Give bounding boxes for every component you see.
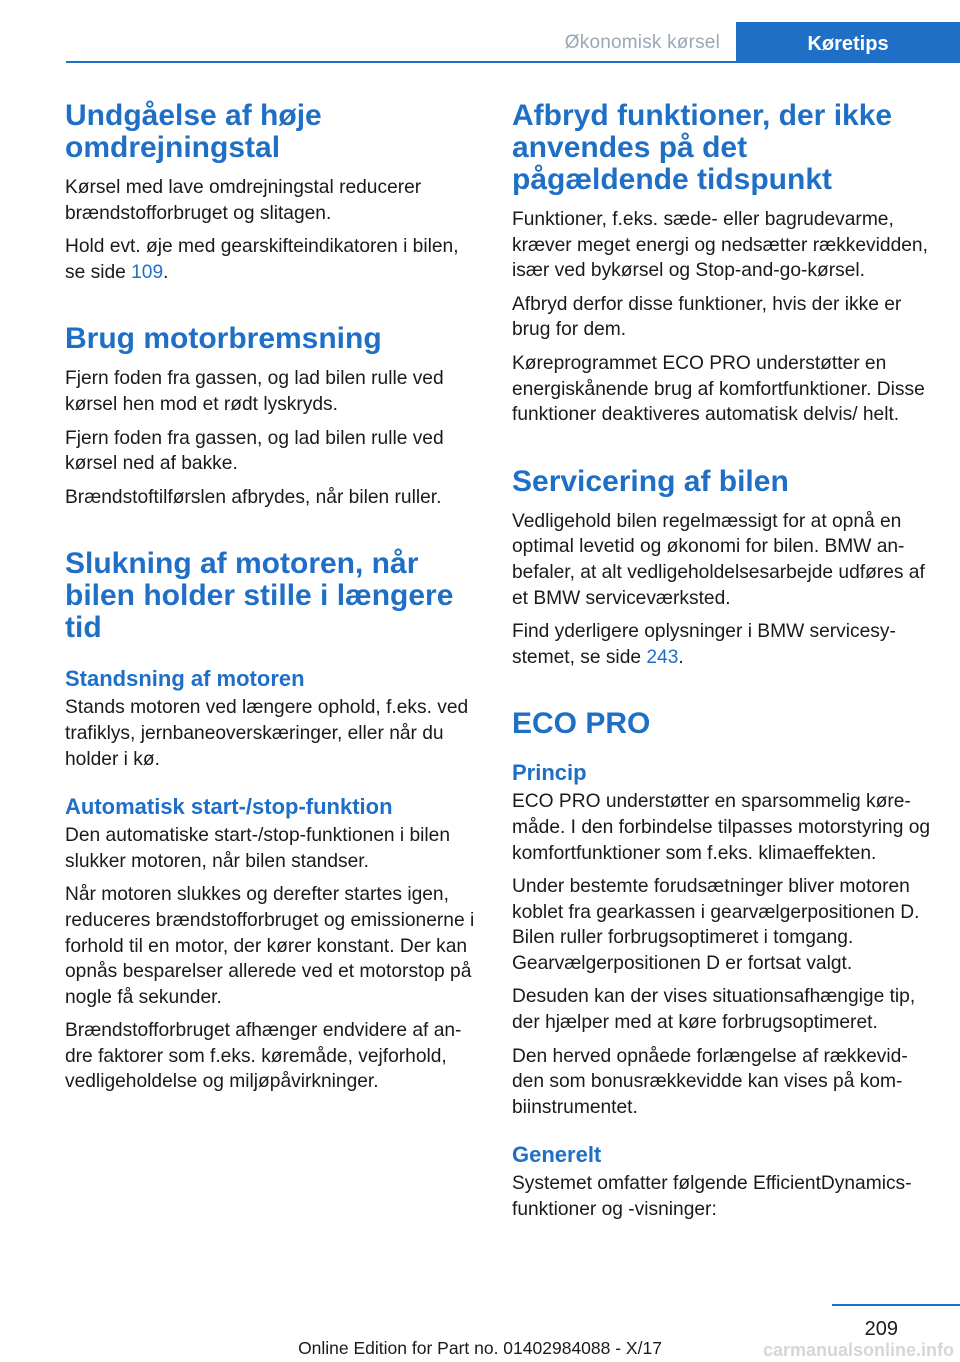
paragraph-text: . [163, 261, 169, 283]
paragraph: Den automatiske start-/stop-funktionen i bilen slukker motoren, når bilen standser. [65, 825, 451, 872]
paragraph: Stands motoren ved længere ophold, f.eks. ved trafiklys, jernbaneoverskæringer, eller når du holder i kø. [65, 697, 469, 770]
subheading-principle: Princip [512, 760, 587, 786]
paragraph: Desuden kan der vises situationsafhængige tip, der hjælper med at køre forbrugsoptimeret. [512, 986, 916, 1034]
heading-engine-off-when-stopped: Slukning af motoren, når bilen holder stille i længere tid [65, 547, 454, 645]
right-column [512, 100, 932, 1231]
footer-divider [832, 1304, 960, 1306]
heading-engine-braking: Brug motorbremsning [65, 322, 382, 356]
paragraph: Systemet omfatter følgende EfficientDynamics-funktioner og -visninger: [512, 1173, 912, 1221]
section-tab[interactable]: Økonomisk kørsel [564, 32, 720, 53]
subheading-auto-start-stop: Automatisk start-/stop-funktion [65, 794, 393, 820]
paragraph: Kørsel med lave omdrejningstal reducerer brændstofforbruget og slitagen. [65, 177, 422, 224]
paragraph: Vedligehold bilen regelmæssigt for at opnå en optimal levetid og økonomi for bilen. BMW anbefaler, at alt vedligeholdelsesarbejde udføres af et BMW serviceværksted. [512, 510, 925, 609]
paragraph [65, 234, 477, 285]
paragraph: Brændstoftilførslen afbrydes, når bilen ruller. [65, 486, 442, 508]
header-divider [66, 61, 960, 63]
subheading-stopping-engine: Standsning af motoren [65, 666, 305, 692]
paragraph: Afbryd derfor disse funktioner, hvis der ikke er brug for dem. [512, 293, 902, 341]
paragraph: Fjern foden fra gassen, og lad bilen rulle ved kørsel hen mod et rødt lyskryds. [65, 368, 444, 415]
paragraph: Under bestemte forudsætninger bliver motoren koblet fra gearkassen i gearvælgerpositionen D. Bilen ruller forbrugsoptimeret i tomgang. Gearvælgerpositionen D er fortsat valgt. [512, 876, 920, 974]
paragraph: Køreprogrammet ECO PRO understøtter en energiskånende brug af komfortfunktioner. Disse funktioner deaktiveres automatisk delvis/ helt. [512, 352, 925, 426]
paragraph: Når motoren slukkes og derefter startes igen, reduceres brændstofforbruget og emissionerne i forhold til en motor, der kører konstant. Der kan opnås besparelser allerede ved et motorstop på nogle få sekunder. [65, 884, 475, 1008]
subheading-general: Generelt [512, 1142, 602, 1168]
heading-disable-functions: Afbryd funktioner, der ikke anvendes på det pågældende tidspunkt [512, 99, 893, 196]
paragraph: Den herved opnåede forlængelse af rækkevidden som bonusrækkevidde kan vises på kombiinstrumentet. [512, 1045, 908, 1118]
heading-servicing: Servicering af bilen [512, 464, 789, 498]
chapter-tab[interactable]: Køretips [736, 22, 960, 62]
paragraph: Funktioner, f.eks. sæde- eller bagrudevarme, kræver meget energi og nedsætter rækkevidden, især ved bykørsel og Stop-and-go-kørsel. [512, 209, 928, 282]
page-number: 209 [864, 1318, 898, 1340]
paragraph: Fjern foden fra gassen, og lad bilen rulle ved kørsel ned af bakke. [65, 427, 444, 475]
page-link-243[interactable]: 243 [646, 646, 679, 668]
paragraph [512, 619, 932, 670]
paragraph-text: Find yderligere oplysninger i BMW servicesystemet, se side [512, 621, 896, 668]
paragraph: Brændstofforbruget afhænger endvidere af andre faktorer som f.eks. køremåde, vejforhold, vedligeholdelse og miljøpåvirkninger. [65, 1020, 462, 1093]
paragraph: ECO PRO understøtter en sparsommelig køremåde. I den forbindelse tilpasses motorstyring og komfortfunktioner som f.eks. klimaeffekten. [512, 791, 931, 864]
paragraph-text: . [678, 646, 684, 668]
edition-footer: Online Edition for Part no. 01402984088 - X/17 [298, 1338, 662, 1358]
left-column [65, 100, 477, 1103]
heading-eco-pro: ECO PRO [512, 707, 651, 741]
page-link-109[interactable]: 109 [131, 261, 164, 283]
heading-avoid-high-rpm: Undgåelse af høje omdrejningstal [65, 99, 322, 164]
paragraph-text: Hold evt. øje med gearskifteindikatoren i bilen, se side [65, 236, 459, 283]
running-header [0, 0, 960, 62]
watermark-logo: carmanualsonline.info [762, 1340, 954, 1360]
